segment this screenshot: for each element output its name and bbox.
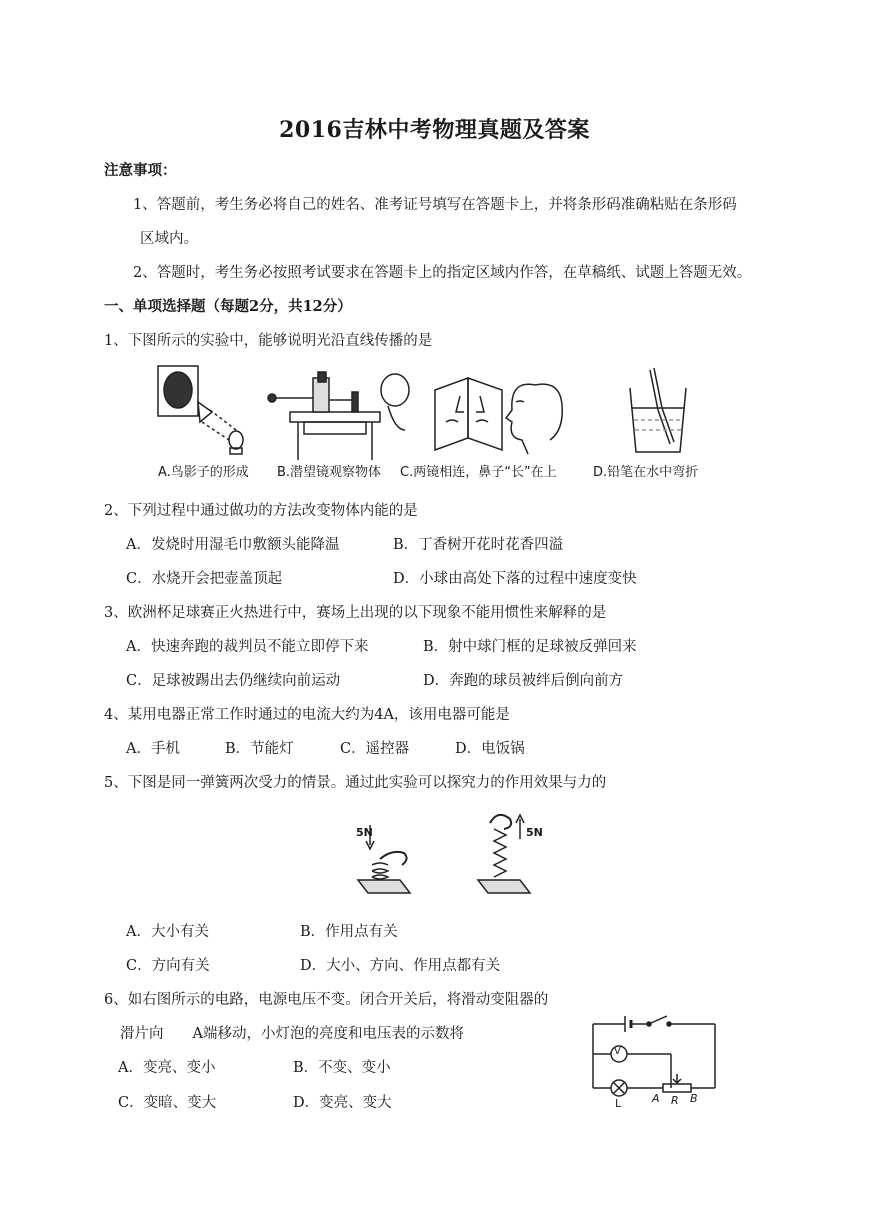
question-4-option-c: C．遥控器	[340, 741, 410, 757]
question-6-option-c: C．变暗、变大	[118, 1095, 217, 1111]
notice-item-1-cont: 区域内。	[140, 231, 198, 247]
force-label-left: 5N	[356, 826, 373, 839]
question-1-stem: 1、下图所示的实验中，能够说明光沿直线传播的是	[104, 333, 433, 349]
question-4-option-d: D．电饭锅	[455, 741, 525, 757]
bird-shadow-figure	[158, 366, 243, 454]
terminal-a-label: A	[652, 1092, 660, 1105]
notice-heading: 注意事项：	[104, 162, 177, 179]
question-4-option-a: A．手机	[126, 741, 180, 757]
question-2-option-b: B．丁香树开花时花香四溢	[393, 537, 564, 553]
notice-item-1: 1、答题前，考生务必将自己的姓名、准考证号填写在答题卡上，并将条形码准确粘贴在条形码	[133, 197, 737, 213]
figure-caption-d: D.铅笔在水中弯折	[593, 465, 699, 480]
question-3-option-c: C．足球被踢出去仍继续向前运动	[126, 673, 341, 689]
notice-item-2: 2、答题时，考生务必按照考试要求在答题卡上的指定区域内作答，在草稿纸、试题上答题无效。	[133, 265, 752, 281]
question-5-stem: 5、下图是同一弹簧两次受力的情景。通过此实验可以探究力的作用效果与力的	[104, 775, 607, 791]
question-5-option-c: C．方向有关	[126, 958, 210, 974]
pencil-in-water-figure	[630, 368, 686, 452]
rheostat-label: R	[671, 1094, 679, 1107]
periscope-figure	[268, 372, 409, 460]
question-4-stem: 4、某用电器正常工作时通过的电流大约为4A，该用电器可能是	[104, 707, 510, 723]
question-2-option-d: D．小球由高处下落的过程中速度变快	[393, 571, 637, 587]
question-6-stem: 6、如右图所示的电路，电源电压不变。闭合开关后，将滑动变阻器的	[104, 992, 549, 1008]
terminal-b-label: B	[690, 1092, 698, 1105]
force-label-right: 5N	[526, 826, 543, 839]
question-3-option-d: D．奔跑的球员被绊后倒向前方	[423, 673, 624, 689]
question-6-option-d: D．变亮、变大	[293, 1095, 392, 1111]
two-mirrors-figure	[435, 378, 562, 454]
question-4-option-b: B．节能灯	[225, 741, 294, 757]
spring-stretched	[478, 815, 530, 893]
voltmeter-label: V	[614, 1046, 621, 1057]
question-5-figure	[350, 805, 550, 905]
question-5-option-a: A．大小有关	[126, 924, 209, 940]
question-3-option-b: B．射中球门框的足球被反弹回来	[423, 639, 637, 655]
figure-caption-a: A.鸟影子的形成	[158, 465, 249, 480]
question-5-option-d: D．大小、方向、作用点都有关	[300, 958, 501, 974]
question-6-option-a: A．变亮、变小	[118, 1060, 216, 1076]
question-2-option-c: C．水烧开会把壶盖顶起	[126, 571, 283, 587]
section-heading: 一、单项选择题（每题2分，共12分）	[104, 298, 352, 315]
question-5-option-b: B．作用点有关	[300, 924, 398, 940]
question-6-stem-cont: 滑片向 A端移动，小灯泡的亮度和电压表的示数将	[120, 1026, 464, 1042]
question-6-option-b: B．不变、变小	[293, 1060, 391, 1076]
lamp-label: L	[615, 1097, 622, 1110]
figure-caption-b: B.潜望镜观察物体	[277, 465, 382, 480]
question-3-stem: 3、欧洲杯足球赛正火热进行中，赛场上出现的以下现象不能用惯性来解释的是	[104, 605, 607, 621]
page-title: 2016吉林中考物理真题及答案	[279, 117, 590, 143]
question-2-stem: 2、下列过程中通过做功的方法改变物体内能的是	[104, 503, 418, 519]
figure-caption-c: C.两镜相连，鼻子“长”在上	[400, 465, 557, 480]
question-2-option-a: A．发烧时用湿毛巾敷额头能降温	[126, 537, 340, 553]
question-3-option-a: A．快速奔跑的裁判员不能立即停下来	[126, 639, 369, 655]
